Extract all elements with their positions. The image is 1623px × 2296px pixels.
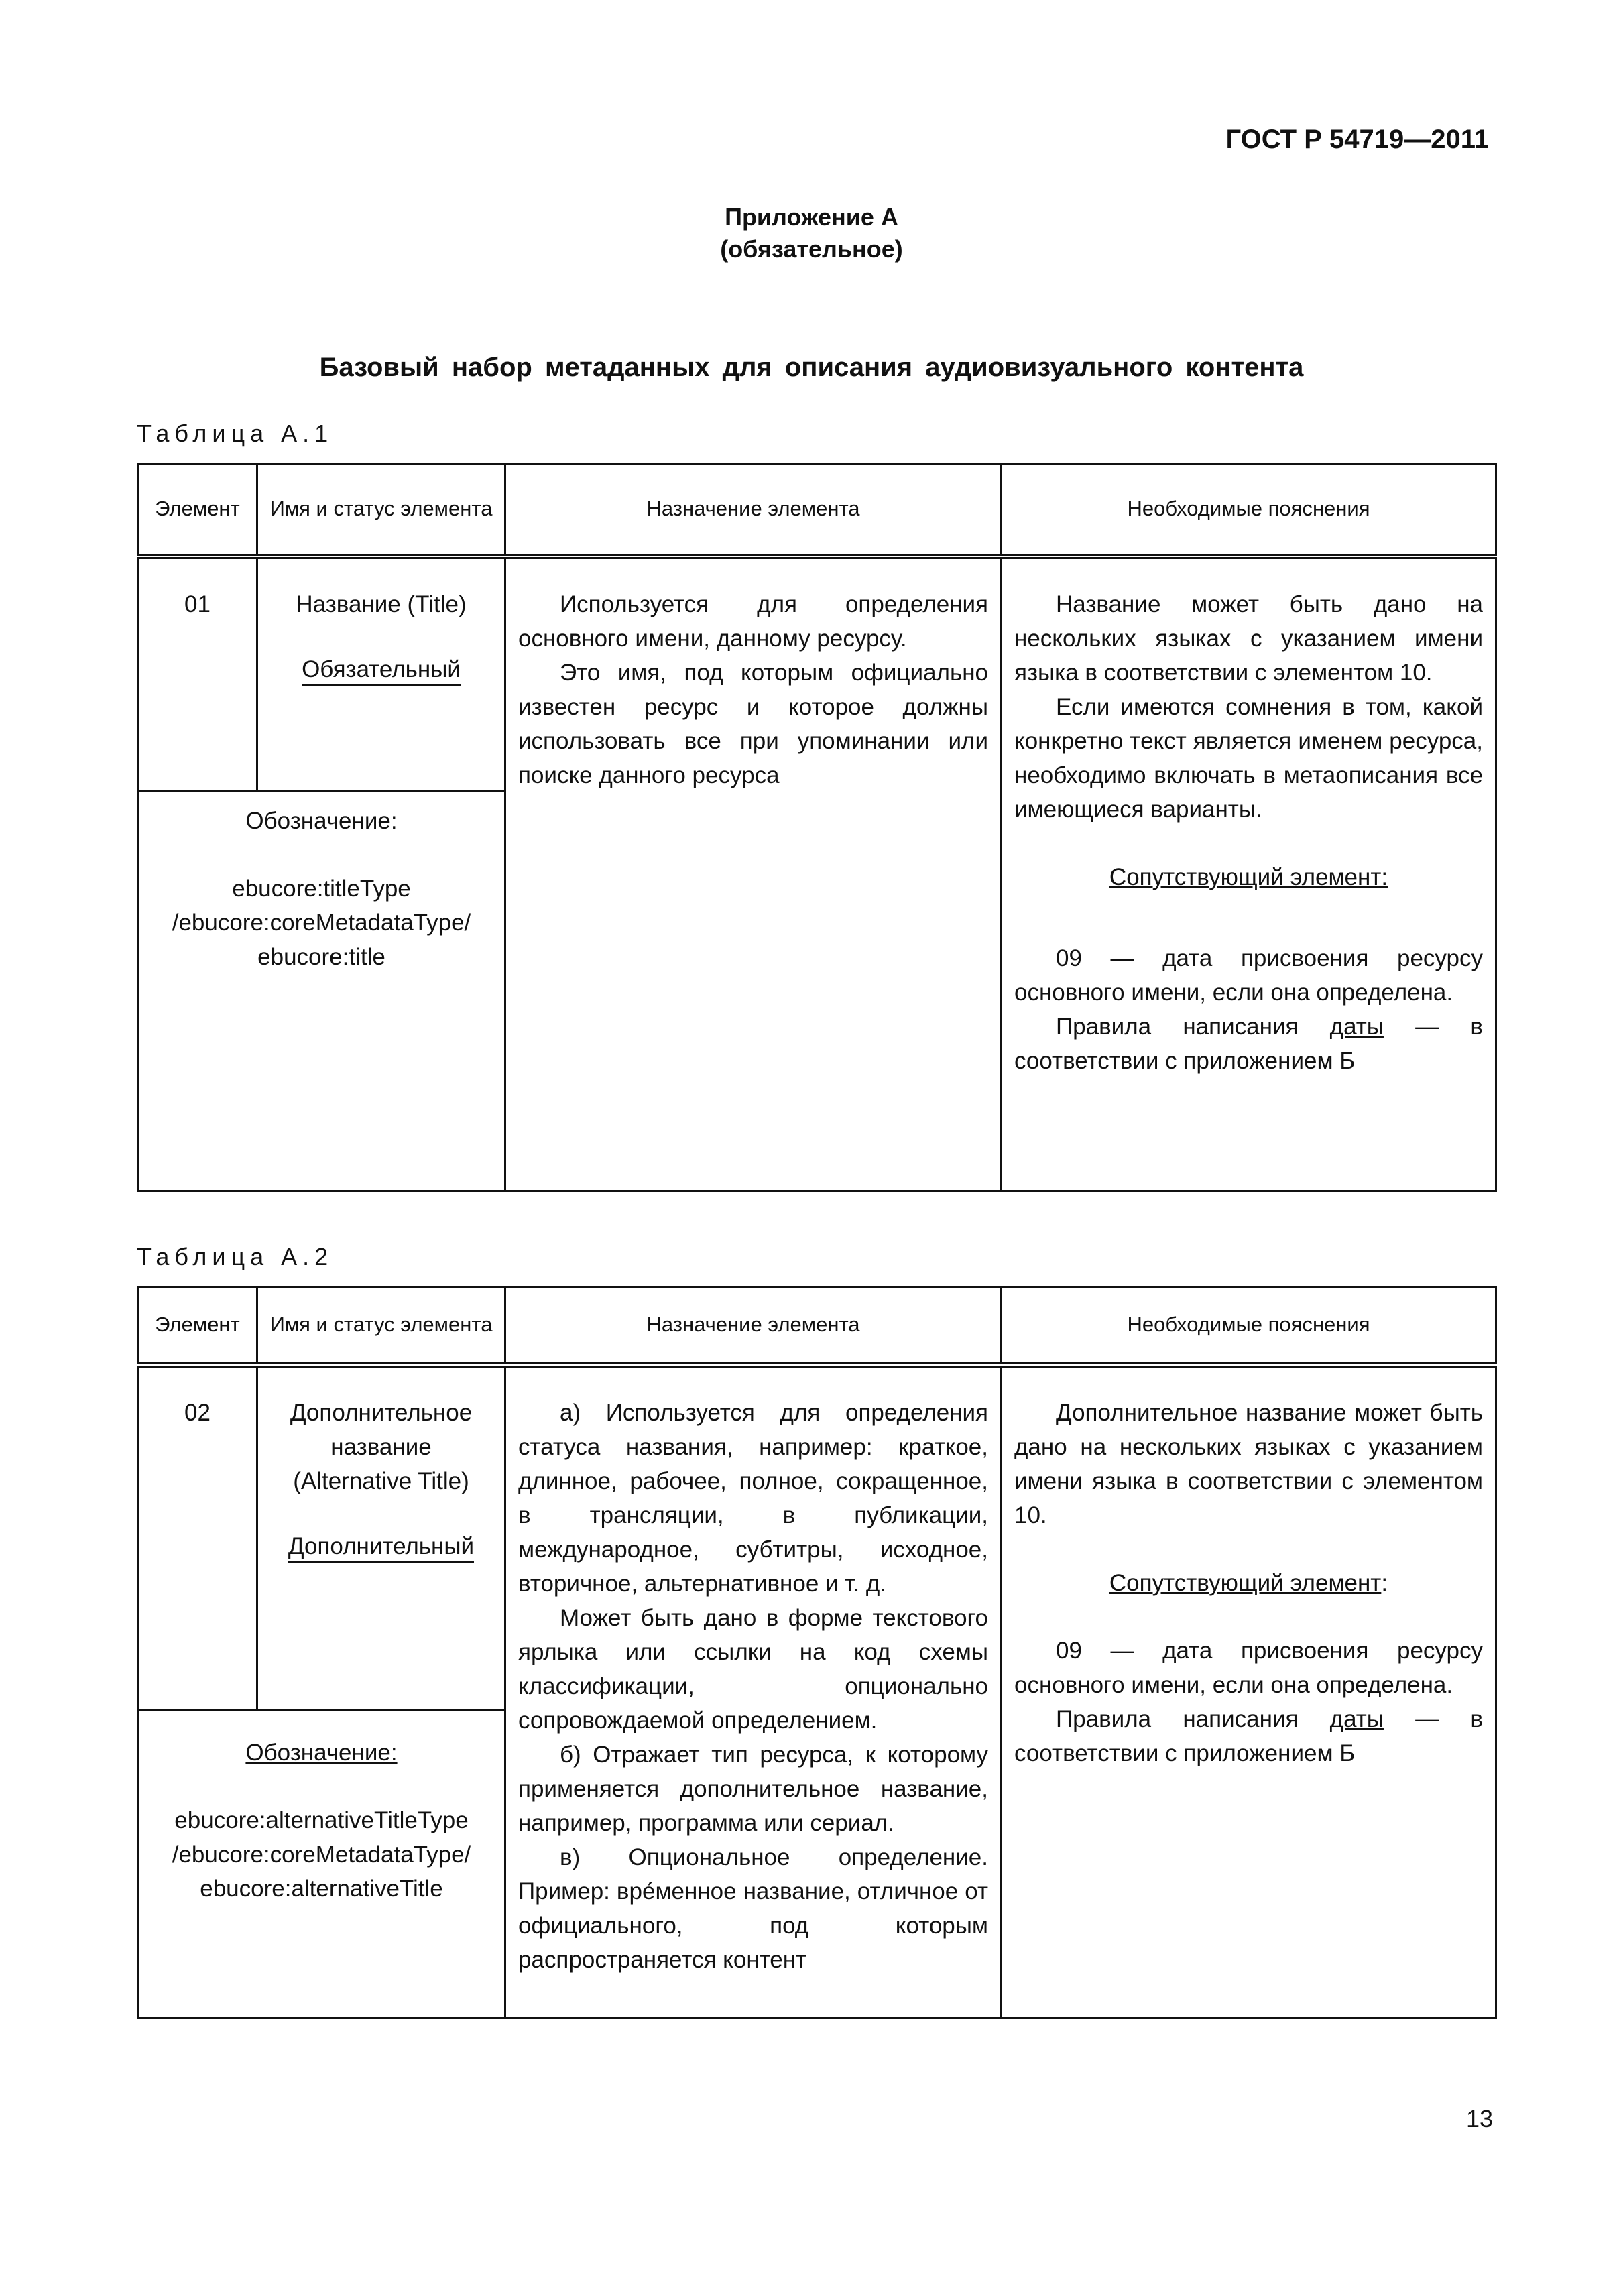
header-notes: Необходимые пояснения: [1002, 464, 1496, 556]
document-code: ГОСТ Р 54719—2011: [1225, 125, 1489, 154]
element-name: Название (Title): [296, 591, 467, 617]
designation-cell: [138, 791, 505, 1191]
related-element: 09 — дата присвоения ресурсу основного имени, если она определена.: [1014, 1637, 1483, 1698]
purpose-paragraph: в) Опциональное определение. Пример: вре́менное название, отличное от официального, под которым распространяется контент: [518, 1844, 988, 1973]
header-name-status: Имя и статус элемента: [257, 464, 505, 556]
designation-label: Обозначение:: [245, 808, 398, 834]
date-rule-link: даты: [1329, 1013, 1384, 1040]
designation-line: /ebucore:coreMetadataType/: [172, 1841, 471, 1868]
main-title: Базовый набор метаданных для описания аудиовизуального контента: [319, 353, 1304, 382]
appendix-status: (обязательное): [720, 235, 903, 263]
date-rule: Правила написания даты — в соответствии с приложением Б: [1014, 1013, 1483, 1074]
notes-cell: [1002, 1365, 1496, 2018]
table2-caption: Таблица А.2: [137, 1243, 334, 1270]
table-a1: [137, 463, 1497, 1192]
table-a2: [137, 1286, 1497, 2019]
date-rule-link: даты: [1329, 1705, 1384, 1732]
header-purpose: Назначение элемента: [505, 464, 1002, 556]
related-label-line: Сопутствующий элемент:: [1109, 1569, 1388, 1596]
header-name-status: Имя и статус элемента: [257, 1287, 505, 1365]
purpose-paragraph: Используется для определения основного имени, данному ресурсу.: [518, 591, 988, 652]
related-label-line: [1014, 860, 1483, 894]
related-label: Сопутствующий элемент:: [1109, 863, 1388, 890]
designation-cell: [138, 1711, 505, 2018]
purpose-paragraph: а) Используется для определения статуса названия, например: краткое, длинное, рабочее, полное, сокращенное, в трансляции, в публикации, международное, субтитры, исходное, вторичное, альтернативное и т. д.: [518, 1399, 988, 1597]
element-name-cell: [257, 556, 505, 791]
element-number: 02: [138, 1365, 257, 1711]
notes-paragraph: Название может быть дано на нескольких языках с указанием имени языка в соответствии с элементом 10.: [1014, 591, 1483, 686]
designation-line: /ebucore:coreMetadataType/: [172, 910, 471, 936]
designation-label: Обозначение:: [245, 1740, 398, 1766]
header-notes: Необходимые пояснения: [1002, 1287, 1496, 1365]
header-element: Элемент: [138, 1287, 257, 1365]
designation-line: ebucore:alternativeTitleType: [174, 1807, 469, 1833]
notes-paragraph: Если имеются сомнения в том, какой конкретно текст является именем ресурса, необходимо включать в метаописания все имеющиеся варианты.: [1014, 693, 1483, 823]
element-status: Дополнительный: [288, 1532, 474, 1563]
appendix-title: Приложение А: [725, 203, 898, 231]
element-name: Дополнительное название (Alternative Title): [290, 1399, 473, 1494]
element-status: Обязательный: [302, 655, 461, 686]
table1-caption: Таблица А.1: [137, 420, 334, 447]
designation-line: ebucore:alternativeTitle: [200, 1876, 443, 1902]
purpose-cell: [505, 556, 1002, 1191]
header-purpose: Назначение элемента: [505, 1287, 1002, 1365]
element-name-cell: [257, 1365, 505, 1711]
designation-line: ebucore:titleType: [232, 875, 411, 902]
purpose-paragraph: Может быть дано в форме текстового ярлыка или ссылки на код схемы классификации, опционально сопровождаемой определением.: [518, 1604, 988, 1734]
date-rule: Правила написания даты — в соответствии с приложением Б: [1014, 1705, 1483, 1766]
purpose-cell: [505, 1365, 1002, 2018]
purpose-paragraph: Это имя, под которым официально известен ресурс и которое должны использовать все при упоминании или поиске данного ресурса: [518, 659, 988, 788]
header-element: Элемент: [138, 464, 257, 556]
related-element: 09 — дата присвоения ресурсу основного имени, если она определена.: [1014, 945, 1483, 1006]
notes-cell: [1002, 556, 1496, 1191]
element-number: 01: [138, 556, 257, 791]
designation-line: ebucore:title: [257, 944, 385, 970]
related-label: Сопутствующий элемент: [1109, 1569, 1382, 1596]
purpose-paragraph: б) Отражает тип ресурса, к которому применяется дополнительное название, например, программа или сериал.: [518, 1741, 988, 1836]
notes-paragraph: Дополнительное название может быть дано на нескольких языках с указанием имени языка в соответствии с элементом 10.: [1014, 1399, 1483, 1528]
page-number: 13: [1465, 2105, 1493, 2132]
